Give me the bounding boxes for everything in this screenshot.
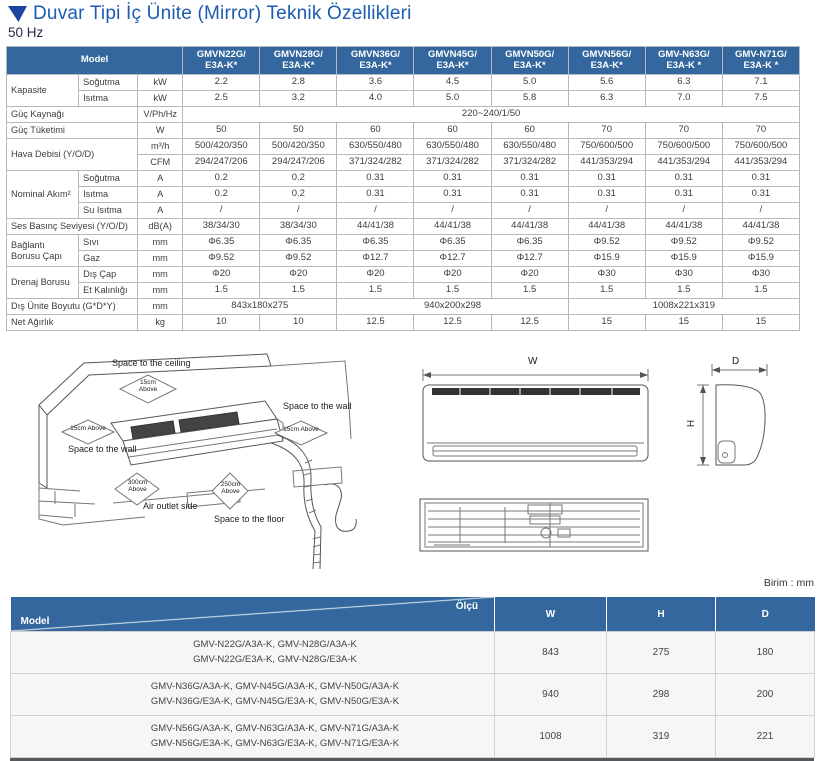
dims-row (11, 716, 815, 758)
spec-row-power-supply (7, 107, 800, 123)
spec-value-cell: 4.5 (414, 75, 491, 91)
dims-corner-olcu: Ölçü (455, 601, 478, 612)
spec-value-cell: Φ12.7 (491, 251, 568, 267)
row-unit: W (138, 123, 183, 139)
spec-value-cell: 44/41/38 (337, 219, 414, 235)
dims-d: 180 (716, 632, 815, 674)
spec-value-cell: Φ20 (183, 267, 260, 283)
row-sublabel: Su Isıtma (79, 203, 138, 219)
row-unit: mm (138, 283, 183, 299)
spec-value-cell: 3.6 (337, 75, 414, 91)
spec-value-cell: 0.31 (568, 171, 645, 187)
dimension-views-diagram (400, 343, 824, 575)
spec-value-cell: 12.5 (337, 315, 414, 331)
row-unit: m³/h (138, 139, 183, 155)
dims-row (11, 632, 815, 674)
spec-row-airflow-m3h (7, 139, 800, 155)
spec-model-corner: Model (7, 47, 183, 75)
spec-value-cell: 371/324/282 (337, 155, 414, 171)
spec-value-cell: 0.31 (722, 171, 799, 187)
row-unit: dB(A) (138, 219, 183, 235)
spec-value-cell: Φ20 (337, 267, 414, 283)
dims-col-d: D (716, 597, 815, 632)
spec-value-cell: 0.2 (183, 187, 260, 203)
spec-value-cell: 0.31 (645, 187, 722, 203)
spec-value-cell: 44/41/38 (645, 219, 722, 235)
spec-value-cell: 0.31 (645, 171, 722, 187)
label-space-to-wall-right: Space to the wall (283, 401, 352, 411)
dims-col-w: W (495, 597, 607, 632)
spec-row-current-heating (7, 187, 800, 203)
row-unit: kg (138, 315, 183, 331)
spec-value-cell: 441/353/294 (568, 155, 645, 171)
row-unit: A (138, 171, 183, 187)
spec-value-cell: 0.31 (722, 187, 799, 203)
spec-value-cell: 1.5 (568, 283, 645, 299)
spec-value-cell: 750/600/500 (722, 139, 799, 155)
spec-value-cell: 0.31 (337, 171, 414, 187)
spec-col-header: GMVN45G/ E3A-K* (414, 47, 491, 75)
dims-h: 319 (607, 716, 716, 758)
row-unit: kW (138, 91, 183, 107)
label-space-to-floor: Space to the floor (214, 514, 285, 524)
spec-value-cell: 15 (722, 315, 799, 331)
spec-value-cell: 500/420/350 (260, 139, 337, 155)
spec-value-cell: 371/324/282 (414, 155, 491, 171)
spec-value-cell: Φ20 (260, 267, 337, 283)
clearance-floor: 250cm Above (220, 481, 241, 496)
row-label: Net Ağırlık (7, 315, 138, 331)
row-sublabel: Dış Çap (79, 267, 138, 283)
spec-value-cell: 1.5 (645, 283, 722, 299)
page-title: Duvar Tipi İç Ünite (Mirror) Teknik Özellikleri (33, 3, 412, 24)
spec-value-cell: 4.0 (337, 91, 414, 107)
row-label: Ses Basınç Seviyesi (Y/O/D) (7, 219, 138, 235)
spec-value-cell: Φ20 (414, 267, 491, 283)
spec-value-cell: Φ15.9 (722, 251, 799, 267)
spec-value-cell: 1.5 (260, 283, 337, 299)
spec-value-cell: 7.5 (722, 91, 799, 107)
dims-h: 275 (607, 632, 716, 674)
dims-row (11, 674, 815, 716)
label-space-to-wall-left: Space to the wall (68, 444, 137, 454)
row-label: Güç Tüketimi (7, 123, 138, 139)
row-sublabel: Isıtma (79, 187, 138, 203)
spec-value-cell: Φ12.7 (414, 251, 491, 267)
dims-models: GMV-N36G/A3A-K, GMV-N45G/A3A-K, GMV-N50G/A3A-K GMV-N36G/E3A-K, GMV-N45G/E3A-K, GMV-N50G/E3A-K (11, 674, 495, 716)
spec-value-cell: 60 (491, 123, 568, 139)
dims-d: 221 (716, 716, 815, 758)
spec-value-cell: 500/420/350 (183, 139, 260, 155)
spec-value-cell: 38/34/30 (183, 219, 260, 235)
spec-col-header: GMVN22G/ E3A-K* (183, 47, 260, 75)
spec-col-header: GMVN56G/ E3A-K* (568, 47, 645, 75)
row-label: Nominal Akım² (7, 171, 79, 219)
dims-models: GMV-N22G/A3A-K, GMV-N28G/A3A-K GMV-N22G/E3A-K, GMV-N28G/E3A-K (11, 632, 495, 674)
spec-value-cell: 0.2 (260, 187, 337, 203)
row-sublabel: Et Kalınlığı (79, 283, 138, 299)
spec-value-cell: 441/353/294 (722, 155, 799, 171)
spec-value-cell: 2.8 (260, 75, 337, 91)
row-unit: mm (138, 251, 183, 267)
dims-models: GMV-N56G/A3A-K, GMV-N63G/A3A-K, GMV-N71G/A3A-K GMV-N56G/E3A-K, GMV-N63G/E3A-K, GMV-N71G/E3A-K (11, 716, 495, 758)
spec-col-header: GMVN28G/ E3A-K* (260, 47, 337, 75)
row-label: Drenaj Borusu (7, 267, 79, 299)
spec-value-cell: Φ30 (645, 267, 722, 283)
spec-value-cell: 38/34/30 (260, 219, 337, 235)
row-label: Bağlantı Borusu Çapı (7, 235, 79, 267)
spec-value-cell: 441/353/294 (645, 155, 722, 171)
spec-value-cell: Φ6.35 (414, 235, 491, 251)
spec-value-cell: 12.5 (491, 315, 568, 331)
spec-value-cell: 50 (183, 123, 260, 139)
clearance-wall-right: 15cm Above (283, 426, 319, 433)
clearance-outlet: 300cm Above (127, 479, 148, 494)
row-unit: mm (138, 267, 183, 283)
spec-value-cell: / (645, 203, 722, 219)
spec-value-cell: / (722, 203, 799, 219)
spec-value-cell: Φ9.52 (183, 251, 260, 267)
spec-value-cell: 1.5 (337, 283, 414, 299)
spec-value-cell: 70 (645, 123, 722, 139)
diagram-section (0, 340, 824, 580)
spec-value-cell: 6.3 (645, 75, 722, 91)
spec-value-cell: 0.31 (491, 171, 568, 187)
spec-value-cell: / (491, 203, 568, 219)
spec-value-cell: 10 (183, 315, 260, 331)
row-unit: A (138, 203, 183, 219)
spec-value-cell: 0.31 (568, 187, 645, 203)
spec-row-capacity-cooling (7, 75, 800, 91)
frequency-label: 50 Hz (8, 25, 44, 40)
page-header (8, 3, 412, 25)
spec-value-cell: 70 (568, 123, 645, 139)
spec-value-cell: 220~240/1/50 (183, 107, 800, 123)
row-unit: mm (138, 299, 183, 315)
spec-value-cell: Φ9.52 (722, 235, 799, 251)
dims-w: 843 (495, 632, 607, 674)
spec-value-cell: 2.2 (183, 75, 260, 91)
spec-value-cell: 1008x221x319 (568, 299, 799, 315)
spec-value-cell: 750/600/500 (645, 139, 722, 155)
spec-value-cell: 843x180x275 (183, 299, 337, 315)
spec-value-cell: 630/550/480 (491, 139, 568, 155)
spec-row-sound-pressure (7, 219, 800, 235)
spec-value-cell: 5.6 (568, 75, 645, 91)
spec-value-cell: Φ15.9 (568, 251, 645, 267)
spec-value-cell: 12.5 (414, 315, 491, 331)
spec-value-cell: 44/41/38 (722, 219, 799, 235)
spec-header-row (7, 47, 800, 75)
spec-value-cell: 0.2 (183, 171, 260, 187)
spec-value-cell: 294/247/206 (260, 155, 337, 171)
dim-label-h: H (686, 419, 698, 428)
spec-value-cell: / (337, 203, 414, 219)
spec-value-cell: 2.5 (183, 91, 260, 107)
section-marker-icon (8, 6, 27, 22)
dims-d: 200 (716, 674, 815, 716)
spec-value-cell: Φ30 (722, 267, 799, 283)
spec-value-cell: 50 (260, 123, 337, 139)
spec-table (6, 46, 800, 331)
spec-value-cell: 1.5 (491, 283, 568, 299)
spec-value-cell: 15 (645, 315, 722, 331)
dim-label-d: D (732, 356, 740, 367)
dim-label-w: W (528, 356, 538, 367)
spec-value-cell: 44/41/38 (414, 219, 491, 235)
spec-col-header: GMV-N71G/ E3A-K * (722, 47, 799, 75)
spec-value-cell: 6.3 (568, 91, 645, 107)
spec-row-capacity-heating (7, 91, 800, 107)
spec-row-pipe-liquid (7, 235, 800, 251)
spec-value-cell: 630/550/480 (414, 139, 491, 155)
spec-value-cell: 44/41/38 (491, 219, 568, 235)
row-unit: V/Ph/Hz (138, 107, 183, 123)
spec-value-cell: Φ6.35 (337, 235, 414, 251)
spec-value-cell: / (260, 203, 337, 219)
spec-value-cell: / (183, 203, 260, 219)
dimensions-table-section (10, 597, 814, 761)
label-space-to-ceiling: Space to the ceiling (112, 358, 191, 368)
clearance-ceiling: 15cm Above (138, 379, 158, 394)
spec-value-cell: 0.31 (414, 187, 491, 203)
spec-value-cell: 0.31 (491, 187, 568, 203)
clearance-wall-left: 15cm Above (70, 425, 106, 432)
row-unit: A (138, 187, 183, 203)
dims-corner-model: Model (20, 616, 50, 627)
spec-value-cell: 0.31 (414, 171, 491, 187)
label-air-outlet-side: Air outlet side (143, 501, 198, 511)
spec-value-cell: 1.5 (183, 283, 260, 299)
spec-value-cell: Φ6.35 (183, 235, 260, 251)
spec-row-drain-thickness (7, 283, 800, 299)
row-label: Kapasite (7, 75, 79, 107)
dims-w: 940 (495, 674, 607, 716)
spec-table-section (6, 46, 800, 331)
spec-col-header: GMVN36G/ E3A-K* (337, 47, 414, 75)
spec-value-cell: 0.2 (260, 171, 337, 187)
dims-h: 298 (607, 674, 716, 716)
spec-value-cell: 3.2 (260, 91, 337, 107)
spec-col-header: GMV-N63G/ E3A-K * (645, 47, 722, 75)
spec-value-cell: 0.31 (337, 187, 414, 203)
spec-row-current-waterheating (7, 203, 800, 219)
spec-row-power-consumption (7, 123, 800, 139)
dims-w: 1008 (495, 716, 607, 758)
row-label: Dış Ünite Boyutu (G*D*Y) (7, 299, 138, 315)
row-unit: kW (138, 75, 183, 91)
row-sublabel: Soğutma (79, 75, 138, 91)
spec-value-cell: 294/247/206 (183, 155, 260, 171)
spec-value-cell: 1.5 (722, 283, 799, 299)
spec-value-cell: 940x200x298 (337, 299, 568, 315)
spec-value-cell: 1.5 (414, 283, 491, 299)
spec-value-cell: Φ30 (568, 267, 645, 283)
spec-value-cell: Φ9.52 (568, 235, 645, 251)
unit-note: Birim : mm (763, 577, 814, 589)
row-sublabel: Sıvı (79, 235, 138, 251)
spec-value-cell: Φ12.7 (337, 251, 414, 267)
spec-row-current-cooling (7, 171, 800, 187)
spec-row-net-weight (7, 315, 800, 331)
spec-value-cell: / (414, 203, 491, 219)
installation-diagram (25, 343, 385, 575)
spec-value-cell: Φ15.9 (645, 251, 722, 267)
row-sublabel: Soğutma (79, 171, 138, 187)
spec-value-cell: Φ9.52 (645, 235, 722, 251)
spec-value-cell: 44/41/38 (568, 219, 645, 235)
spec-value-cell: 630/550/480 (337, 139, 414, 155)
spec-value-cell: 5.8 (491, 91, 568, 107)
spec-value-cell: Φ20 (491, 267, 568, 283)
spec-value-cell: / (568, 203, 645, 219)
spec-row-outdoor-size (7, 299, 800, 315)
spec-row-drain-outer (7, 267, 800, 283)
spec-value-cell: 70 (722, 123, 799, 139)
spec-value-cell: 5.0 (491, 75, 568, 91)
spec-value-cell: Φ9.52 (260, 251, 337, 267)
spec-value-cell: 10 (260, 315, 337, 331)
dimensions-table (10, 597, 815, 758)
row-sublabel: Isıtma (79, 91, 138, 107)
spec-value-cell: Φ6.35 (491, 235, 568, 251)
spec-col-header: GMVN50G/ E3A-K* (491, 47, 568, 75)
dims-col-h: H (607, 597, 716, 632)
spec-value-cell: 7.1 (722, 75, 799, 91)
row-unit: mm (138, 235, 183, 251)
spec-value-cell: Φ6.35 (260, 235, 337, 251)
spec-value-cell: 7.0 (645, 91, 722, 107)
spec-value-cell: 750/600/500 (568, 139, 645, 155)
spec-value-cell: 371/324/282 (491, 155, 568, 171)
row-unit: CFM (138, 155, 183, 171)
spec-value-cell: 15 (568, 315, 645, 331)
dims-header-row (11, 597, 815, 632)
row-label: Güç Kaynağı (7, 107, 138, 123)
spec-value-cell: 5.0 (414, 91, 491, 107)
spec-value-cell: 60 (414, 123, 491, 139)
row-sublabel: Gaz (79, 251, 138, 267)
dims-corner-header (11, 597, 495, 632)
spec-value-cell: 60 (337, 123, 414, 139)
row-label: Hava Debisi (Y/O/D) (7, 139, 138, 171)
spec-row-pipe-gas (7, 251, 800, 267)
